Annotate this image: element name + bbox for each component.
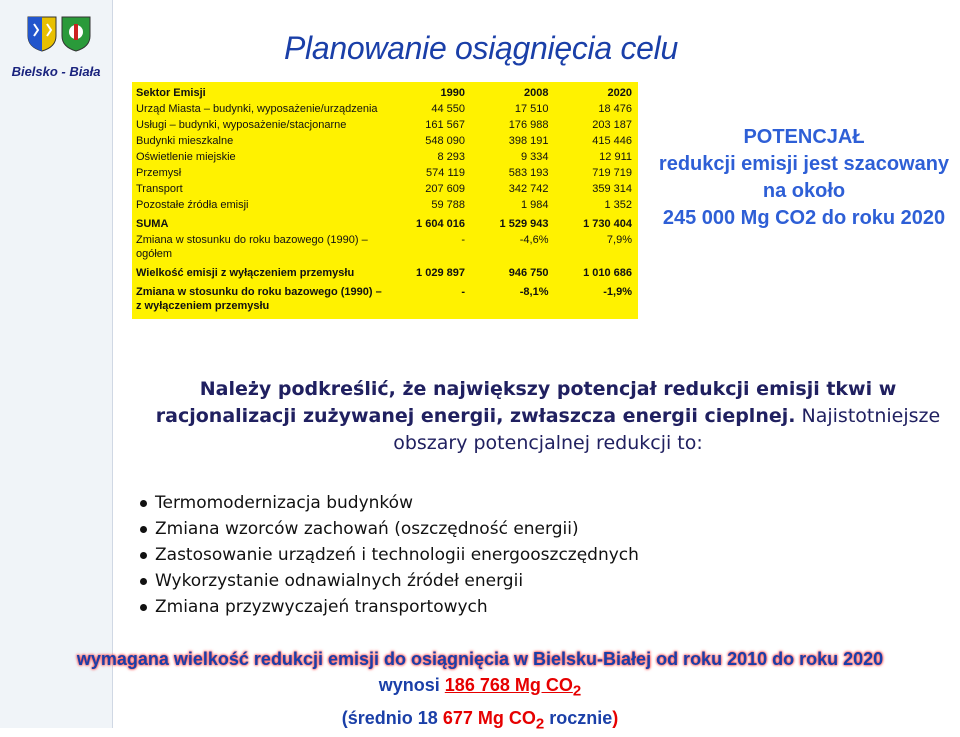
row-1990: 1 029 897 [416, 267, 465, 279]
row-label: Transport [136, 183, 183, 195]
potential-line: redukcji emisji jest szacowany [658, 153, 950, 175]
table-row-change-excl-industry [132, 281, 638, 319]
list-item [140, 490, 639, 516]
row-2008: -8,1% [519, 286, 549, 298]
row-2020: 203 187 [592, 119, 632, 131]
bullet-icon [140, 526, 147, 533]
table-row [132, 133, 638, 149]
table-row [132, 117, 638, 133]
list-item-text: Termomodernizacja budynków [155, 493, 413, 513]
potential-line: na około [762, 180, 846, 202]
row-2008: 946 750 [508, 267, 549, 279]
requirement-annual-value: 677 Mg CO [442, 707, 536, 728]
requirement-total-prefix: wynosi [378, 675, 445, 695]
requirement-annual-suffix: rocznie [544, 707, 613, 728]
list-item-text: Wykorzystanie odnawialnych źródeł energii [155, 571, 524, 591]
row-2020: 7,9% [606, 234, 632, 246]
reduction-areas-list [140, 490, 639, 620]
table-header-row [132, 82, 638, 101]
requirement-box [0, 646, 960, 737]
coat-of-arms-biala-icon [61, 16, 91, 52]
row-2008: 583 193 [508, 167, 549, 179]
row-2008: -4,6% [519, 234, 549, 246]
row-2020: 415 446 [592, 135, 632, 147]
row-1990: 44 550 [431, 103, 465, 115]
table-row-change-total [132, 232, 638, 262]
list-item [140, 568, 639, 594]
requirement-annual [0, 705, 960, 737]
row-1990: 161 567 [425, 119, 465, 131]
row-label: Zmiana w stosunku do roku bazowego (1990) – z wyłączeniem przemysłu [136, 286, 382, 312]
row-2020: 359 314 [592, 183, 632, 195]
table-row-suma [132, 213, 638, 232]
potential-heading: POTENCJAŁ [743, 126, 865, 148]
potential-box [648, 124, 960, 232]
row-2008: 9 334 [520, 151, 549, 163]
row-2020: 1 730 404 [583, 218, 632, 230]
header-2020: 2020 [607, 87, 632, 99]
list-item-text: Zmiana wzorców zachowań (oszczędność energii) [155, 519, 579, 539]
requirement-total-value: 186 768 Mg CO [444, 675, 573, 695]
requirement-annual-prefix: (średnio 18 [341, 707, 443, 728]
table-row [132, 181, 638, 197]
row-2008: 176 988 [508, 119, 549, 131]
row-label: Oświetlenie miejskie [136, 151, 236, 163]
row-2020: 1 352 [604, 199, 632, 211]
row-2008: 342 742 [508, 183, 549, 195]
table-row [132, 165, 638, 181]
row-1990: 59 788 [431, 199, 465, 211]
row-1990: 1 604 016 [416, 218, 465, 230]
header-sector: Sektor Emisji [136, 87, 206, 99]
requirement-line: wymagana wielkość redukcji emisji do osiągnięcia w Bielsku-Białej od roku 2010 do roku 2020 [76, 649, 884, 669]
requirement-total [0, 672, 960, 705]
bullet-icon [140, 552, 147, 559]
list-item-text: Zmiana przyzwyczajeń transportowych [155, 597, 488, 617]
coat-of-arms-bielsko-icon [27, 16, 57, 52]
row-1990: 548 090 [425, 135, 465, 147]
note-rest-text: Najistotniejsze obszary potencjalnej redukcji to: [393, 405, 941, 454]
bullet-icon [140, 578, 147, 585]
table-row [132, 197, 638, 213]
row-label: Wielkość emisji z wyłączeniem przemysłu [136, 267, 355, 279]
row-label: SUMA [136, 218, 169, 230]
row-2020: 18 476 [598, 103, 632, 115]
table-row-emission-excl-industry [132, 262, 638, 281]
row-1990: - [461, 234, 465, 246]
list-item-text: Zastosowanie urządzeń i technologii energooszczędnych [155, 545, 639, 565]
row-label: Przemysł [136, 167, 182, 179]
sidebar [0, 0, 113, 728]
city-name: Bielsko - Biała [11, 64, 101, 79]
bullet-icon [140, 500, 147, 507]
note-paragraph [138, 376, 958, 457]
bullet-icon [140, 604, 147, 611]
header-1990: 1990 [440, 87, 465, 99]
emissions-table [132, 82, 638, 319]
row-2020: 12 911 [599, 151, 632, 163]
note-bold-text: Należy podkreślić, że największy potencjał redukcji emisji tkwi w racjonalizacji zużywanej energii, zwłaszcza energii cieplnej. [155, 378, 897, 427]
page-title: Planowanie osiągnięcia celu [284, 30, 678, 66]
potential-value: 245 000 Mg CO2 do roku 2020 [662, 207, 946, 229]
table-row [132, 149, 638, 165]
list-item [140, 516, 639, 542]
row-2008: 398 191 [508, 135, 549, 147]
row-1990: - [461, 286, 465, 298]
list-item [140, 542, 639, 568]
row-label: Budynki mieszkalne [136, 135, 234, 147]
row-label: Zmiana w stosunku do roku bazowego (1990) – ogółem [136, 234, 368, 260]
row-2020: 1 010 686 [583, 267, 632, 279]
requirement-annual-close: ) [612, 707, 619, 728]
list-item [140, 594, 639, 620]
row-1990: 207 609 [425, 183, 465, 195]
row-2020: 719 719 [592, 167, 632, 179]
row-1990: 574 119 [426, 167, 465, 179]
row-2020: -1,9% [603, 286, 632, 298]
requirement-total-sub: 2 [572, 682, 582, 700]
requirement-annual-sub: 2 [535, 715, 545, 733]
row-label: Usługi – budynki, wyposażenie/stacjonarne [136, 119, 347, 131]
header-2008: 2008 [524, 87, 549, 99]
row-2008: 1 529 943 [499, 218, 549, 230]
row-2008: 1 984 [520, 199, 549, 211]
table-row [132, 101, 638, 117]
row-1990: 8 293 [437, 151, 465, 163]
row-label: Urząd Miasta – budynki, wyposażenie/urządzenia [136, 103, 378, 115]
row-label: Pozostałe źródła emisji [136, 199, 249, 211]
row-2008: 17 510 [514, 103, 549, 115]
